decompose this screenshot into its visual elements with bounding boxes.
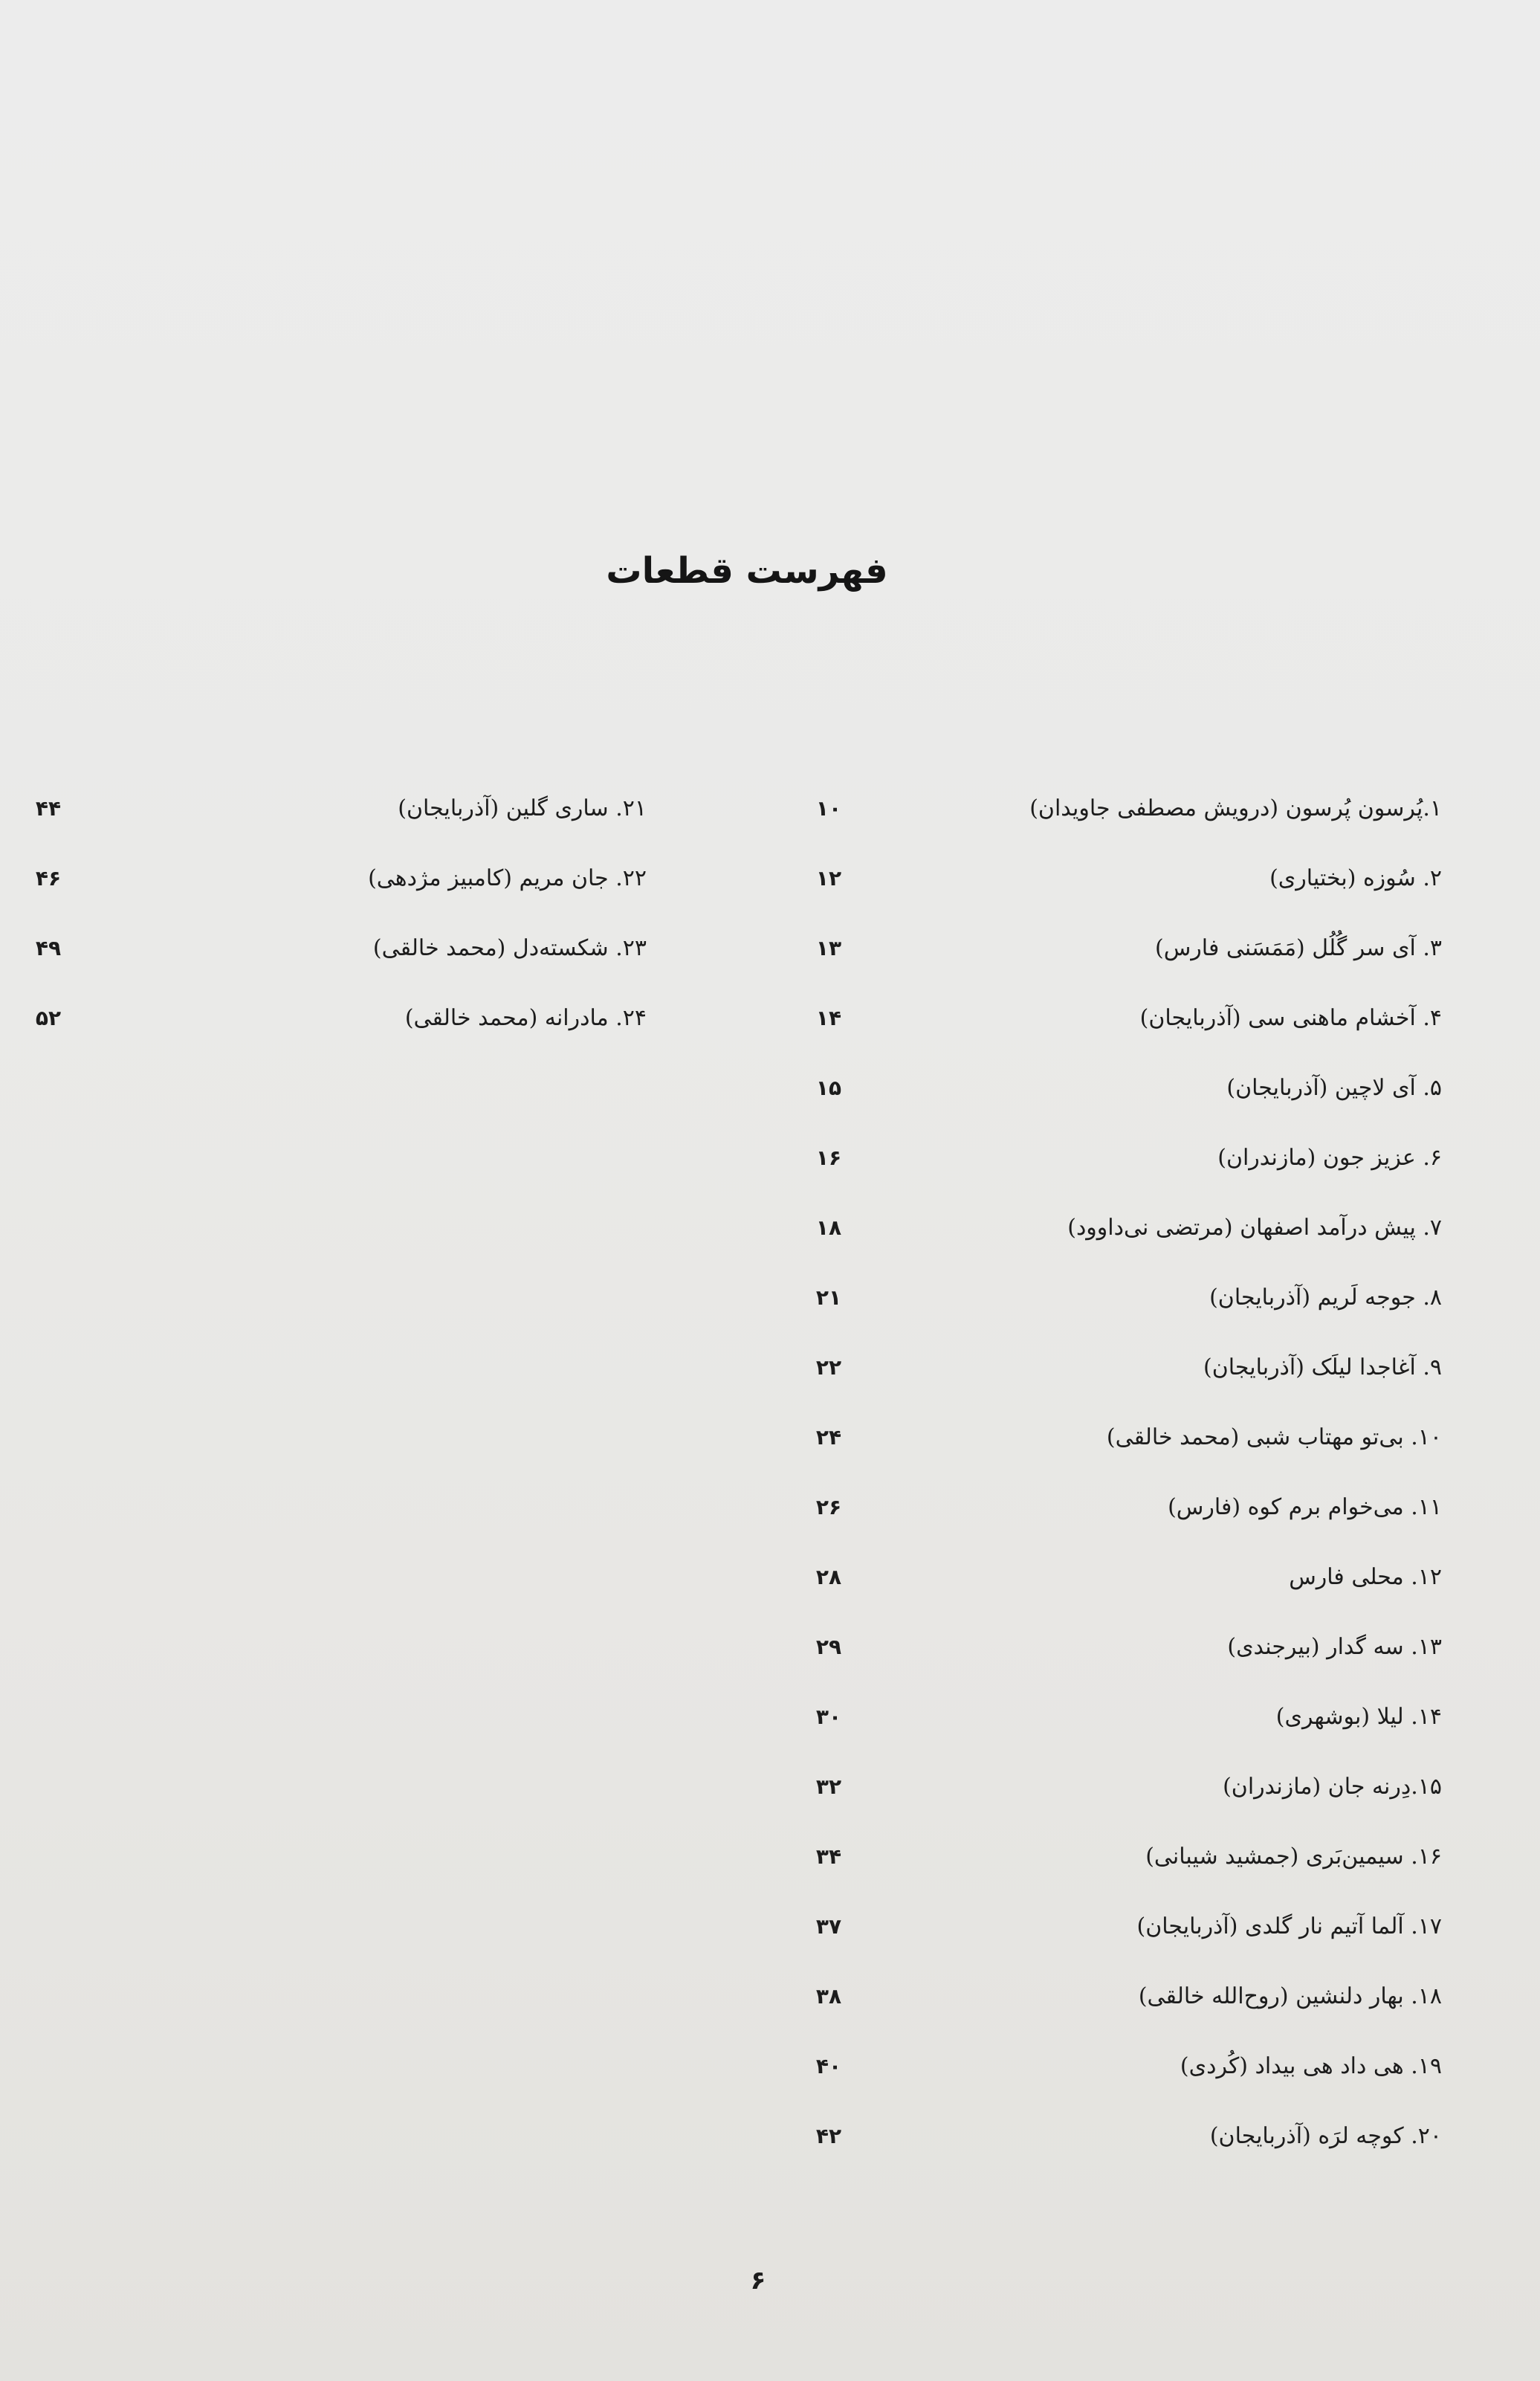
toc-entry-page: ۱۴: [815, 1006, 842, 1030]
toc-entry: [810, 2044, 1442, 2114]
toc-entry-page: ۲۹: [815, 1635, 842, 1659]
toc-entry-title: ۲۲. جان مریم (کامبیز مژدهی): [368, 865, 647, 891]
toc-entry: [810, 2114, 1442, 2184]
toc-entry-title: ۱۴. لیلا (بوشهری): [1275, 1704, 1442, 1730]
toc-entry-title: ۱۱. می‌خوام برم کوه (فارس): [1168, 1494, 1442, 1520]
toc-entry-title: ۱۵.دِرنه جان (مازندران): [1223, 1774, 1442, 1800]
toc-entry: [30, 786, 647, 856]
toc-entry-title: ۱.پُرسون پُرسون (درویش مصطفی جاویدان): [1029, 795, 1442, 821]
page-title: فهرست قطعات: [606, 550, 888, 592]
toc-entry-title: ۱۲. محلی فارس: [1289, 1564, 1442, 1590]
toc-entry-page: ۴۰: [815, 2054, 842, 2078]
toc-entry: [810, 1555, 1442, 1625]
toc-entry: [810, 1345, 1442, 1415]
toc-entry-page: ۵۲: [35, 1006, 62, 1030]
toc-entry: [30, 926, 647, 996]
toc-entry-page: ۴۶: [35, 866, 62, 891]
toc-entry-title: ۲۱. ساری گلین (آذربایجان): [398, 795, 647, 821]
toc-entry-page: ۳۲: [815, 1774, 842, 1799]
toc-entry-title: ۹. آغاجدا لیلَک (آذربایجان): [1203, 1354, 1442, 1380]
toc-entry: [810, 856, 1442, 926]
toc-entry-page: ۱۶: [815, 1146, 842, 1170]
toc-entry-title: ۱۶. سیمین‌بَری (جمشید شیبانی): [1145, 1844, 1442, 1870]
toc-entry-page: ۳۷: [815, 1914, 842, 1939]
toc-entry-page: ۱۵: [815, 1076, 842, 1100]
toc-entry-title: ۳. آی سر گُلُل (مَمَسَنی فارس): [1154, 935, 1442, 961]
toc-entry-page: ۲۲: [815, 1355, 842, 1380]
toc-entry-title: ۶. عزیز جون (مازندران): [1217, 1145, 1442, 1171]
toc-entry-page: ۱۰: [815, 796, 842, 821]
toc-entry-title: ۱۳. سه گدار (بیرجندی): [1227, 1634, 1442, 1660]
toc-entry: [810, 1695, 1442, 1765]
toc-entry: [810, 1835, 1442, 1905]
toc-entry-title: ۲۰. کوچه لرَه (آذربایجان): [1209, 2123, 1442, 2149]
toc-entry-page: ۴۲: [815, 2124, 842, 2148]
toc-entry-page: ۴۹: [35, 936, 62, 960]
toc-entry: [810, 1974, 1442, 2044]
toc-entry-title: ۵. آی لاچین (آذربایجان): [1226, 1075, 1442, 1101]
toc-entry-page: ۲۶: [815, 1495, 842, 1519]
toc-entry-title: ۴. آخشام ماهنی سی (آذربایجان): [1139, 1005, 1442, 1031]
toc-entry-page: ۳۸: [815, 1984, 842, 2009]
toc-entry: [810, 1276, 1442, 1345]
page-number: ۶: [750, 2266, 766, 2296]
toc-entry-page: ۱۲: [815, 866, 842, 891]
toc-column-left: [30, 786, 647, 1066]
toc-entry-page: ۱۳: [815, 936, 842, 960]
toc-entry-title: ۱۹. هی داد هی بیداد (کُردی): [1180, 2053, 1442, 2079]
toc-entry-page: ۳۰: [815, 1705, 842, 1729]
toc-entry: [810, 1485, 1442, 1555]
toc-entry-title: ۷. پیش درآمد اصفهان (مرتضی نی‌داوود): [1067, 1215, 1442, 1241]
toc-entry: [810, 1066, 1442, 1136]
toc-entry-title: ۸. جوجه لَریم (آذربایجان): [1209, 1285, 1442, 1311]
toc-entry: [810, 1206, 1442, 1276]
toc-entry: [30, 996, 647, 1066]
toc-entry: [30, 856, 647, 926]
toc-entry: [810, 1415, 1442, 1485]
toc-entry-page: ۲۸: [815, 1565, 842, 1589]
toc-entry: [810, 996, 1442, 1066]
toc-entry-page: ۳۴: [815, 1844, 842, 1869]
toc-entry-title: ۲۴. مادرانه (محمد خالقی): [404, 1005, 647, 1031]
toc-entry: [810, 1765, 1442, 1835]
toc-entry-page: ۴۴: [35, 796, 62, 821]
toc-entry-title: ۱۰. بی‌تو مهتاب شبی (محمد خالقی): [1106, 1424, 1442, 1450]
toc-column-right: [810, 786, 1442, 2184]
toc-entry-title: ۲. سُوزه (بختیاری): [1269, 865, 1442, 891]
toc-entry: [810, 1905, 1442, 1974]
toc-entry: [810, 1136, 1442, 1206]
toc-entry: [810, 1625, 1442, 1695]
toc-entry-title: ۲۳. شکسته‌دل (محمد خالقی): [372, 935, 647, 961]
toc-entry-page: ۲۱: [815, 1285, 842, 1310]
toc-entry-page: ۱۸: [815, 1215, 842, 1240]
toc-entry: [810, 786, 1442, 856]
toc-entry-page: ۲۴: [815, 1425, 842, 1450]
toc-entry: [810, 926, 1442, 996]
toc-entry-title: ۱۷. آلما آتیم نار گلدی (آذربایجان): [1136, 1913, 1442, 1939]
toc-entry-title: ۱۸. بهار دلنشین (روح‌الله خالقی): [1138, 1983, 1442, 2009]
